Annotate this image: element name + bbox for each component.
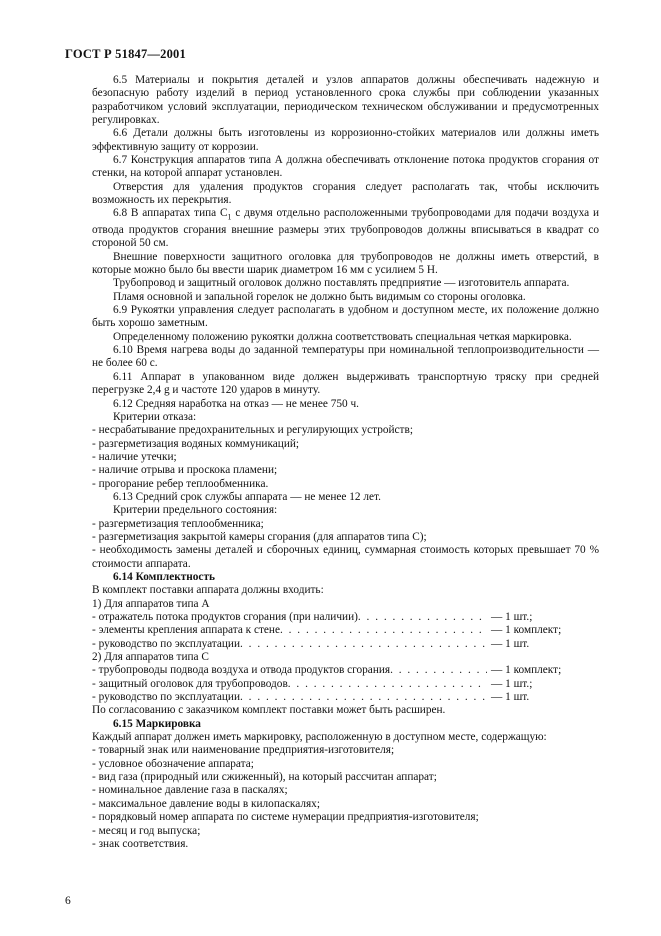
paragraph-6-7-holes: Отверстия для удаления продуктов сгорания следует располагать так, чтобы исключить возможность их перекрытия. <box>92 180 599 207</box>
list-item: - максимальное давление воды в килопаскалях; <box>92 797 320 810</box>
kit-item-quantity: — 1 шт.; <box>491 611 533 623</box>
list-item: - разгерметизация теплообменника; <box>92 517 264 530</box>
kit-row <box>92 691 599 704</box>
list-item: - несрабатывание предохранительных и регулирующих устройств; <box>92 424 413 437</box>
section-6-14-heading: 6.14 Комплектность <box>113 570 215 583</box>
paragraph-6-8-rest: с двумя отдельно расположенными трубопроводами для подачи воздуха и отвода продуктов сгорания внешние размеры этих трубопроводов должны вписываться в квадрат со стороной 50 см. <box>92 207 600 250</box>
paragraph-6-12: 6.12 Средняя наработка на отказ — не менее 750 ч. <box>113 397 359 410</box>
document-header: ГОСТ Р 51847—2001 <box>65 47 186 61</box>
kit-row <box>92 638 599 651</box>
dot-leader <box>240 638 487 651</box>
paragraph-6-10: 6.10 Время нагрева воды до заданной температуры при номинальной теплопроизводительности — не более 60 с. <box>92 344 599 370</box>
list-item: - номинальное давление газа в паскалях; <box>92 784 288 797</box>
paragraph-6-11: 6.11 Аппарат в упакованном виде должен выдерживать транспортную тряску при средней перегрузке 2,4 g и частоте 120 ударов в минуту. <box>92 370 599 397</box>
list-item: - вид газа (природный или сжиженный), на который рассчитан аппарат; <box>92 771 437 784</box>
page-number: 6 <box>65 895 71 907</box>
kit-row <box>92 611 599 624</box>
list-item: - наличие отрыва и проскока пламени; <box>92 464 278 477</box>
dot-leader <box>280 624 487 637</box>
list-item: - месяц и год выпуска; <box>92 824 201 837</box>
kit-item-quantity: — 1 шт.; <box>491 677 533 690</box>
type-c-title: 2) Для аппаратов типа С <box>92 651 209 664</box>
paragraph-6-8 <box>92 207 599 250</box>
kit-row <box>92 664 599 677</box>
section-6-15-intro: Каждый аппарат должен иметь маркировку, расположенную в доступном месте, содержащую: <box>92 731 547 744</box>
list-item: - наличие утечки; <box>92 450 177 463</box>
dot-leader <box>240 691 487 704</box>
list-item: - товарный знак или наименование предприятия-изготовителя; <box>92 744 395 757</box>
kit-item-quantity: — 1 шт. <box>491 637 530 650</box>
kit-item-label: - руководство по эксплуатации <box>92 637 241 650</box>
page-body <box>92 74 599 851</box>
dot-leader <box>288 678 487 691</box>
paragraph-6-5: 6.5 Материалы и покрытия деталей и узлов аппаратов должны обеспечивать надежную и безопасную работу изделий в период установленного срока службы при соблюдении указанных разработчиком условий эксплуатации, периодическом техническом обслуживании и предусмотренных регулировках. <box>92 74 599 127</box>
list-item: - знак соответствия. <box>92 837 189 850</box>
list-item: - прогорание ребер теплообменника. <box>92 477 269 490</box>
limit-criteria-title: Критерии предельного состояния: <box>113 504 278 517</box>
kit-item-label: - трубопроводы подвода воздуха и отвода продуктов сгорания <box>92 664 391 677</box>
kit-item-quantity: — 1 шт. <box>491 691 530 704</box>
list-item: - порядковый номер аппарата по системе нумерации предприятия-изготовителя; <box>92 811 479 824</box>
section-6-15-heading: 6.15 Маркировка <box>113 717 201 730</box>
kit-item-label: - защитный оголовок для трубопроводов <box>92 677 288 690</box>
list-item: - необходимость замены деталей и сборочных единиц, суммарная стоимость которых превышает 70 % стоимости аппарата. <box>92 544 599 570</box>
paragraph-6-8-supplier: Трубопровод и защитный оголовок должно поставлять предприятие — изготовитель аппарата. <box>113 277 570 290</box>
kit-item-label: - элементы крепления аппарата к стене <box>92 624 280 637</box>
kit-item-quantity: — 1 комплект; <box>491 664 562 677</box>
section-6-14-intro: В комплект поставки аппарата должны входить: <box>92 584 324 597</box>
paragraph-6-9: 6.9 Рукоятки управления следует располагать в удобном и доступном месте, их положение должно быть хорошо заметным. <box>92 304 599 330</box>
paragraph-6-6: 6.6 Детали должны быть изготовлены из коррозионно-стойких материалов или должны иметь эффективную защиту от коррозии. <box>92 127 599 153</box>
kit-row <box>92 624 599 637</box>
list-item: - разгерметизация водяных коммуникаций; <box>92 437 300 450</box>
list-item: - разгерметизация закрытой камеры сгорания (для аппаратов типа С); <box>92 530 427 543</box>
paragraph-6-13: 6.13 Средний срок службы аппарата — не менее 12 лет. <box>113 490 381 503</box>
type-c-subscript: 1 <box>227 212 232 222</box>
kit-item-label: - отражатель потока продуктов сгорания (при наличии) <box>92 611 358 623</box>
dot-leader <box>390 664 487 677</box>
paragraph-6-8-surfaces: Внешние поверхности защитного оголовка для трубопроводов не должны иметь отверстий, в которые можно было бы ввести шарик диаметром 16 мм с усилием 5 Н. <box>92 250 599 277</box>
kit-item-quantity: — 1 комплект; <box>491 624 562 637</box>
list-item: - условное обозначение аппарата; <box>92 757 254 770</box>
paragraph-6-9-marking: Определенному положению рукоятки должна соответствовать специальная четкая маркировка. <box>113 330 572 343</box>
kit-item-label: - руководство по эксплуатации <box>92 691 241 704</box>
paragraph-6-8-flame: Пламя основной и запальной горелок не должно быть видимым со стороны оголовка. <box>113 290 526 303</box>
paragraph-6-8-start: 6.8 В аппаратах типа С <box>113 207 228 220</box>
kit-row <box>92 678 599 691</box>
type-a-title: 1) Для аппаратов типа А <box>92 597 210 610</box>
section-6-14-note: По согласованию с заказчиком комплект поставки может быть расширен. <box>92 704 446 717</box>
failure-criteria-title: Критерии отказа: <box>113 410 197 423</box>
paragraph-6-7: 6.7 Конструкция аппаратов типа А должна обеспечивать отклонение потока продуктов сгорания от стенки, на которой аппарат установлен. <box>92 154 599 180</box>
dot-leader <box>358 611 487 624</box>
